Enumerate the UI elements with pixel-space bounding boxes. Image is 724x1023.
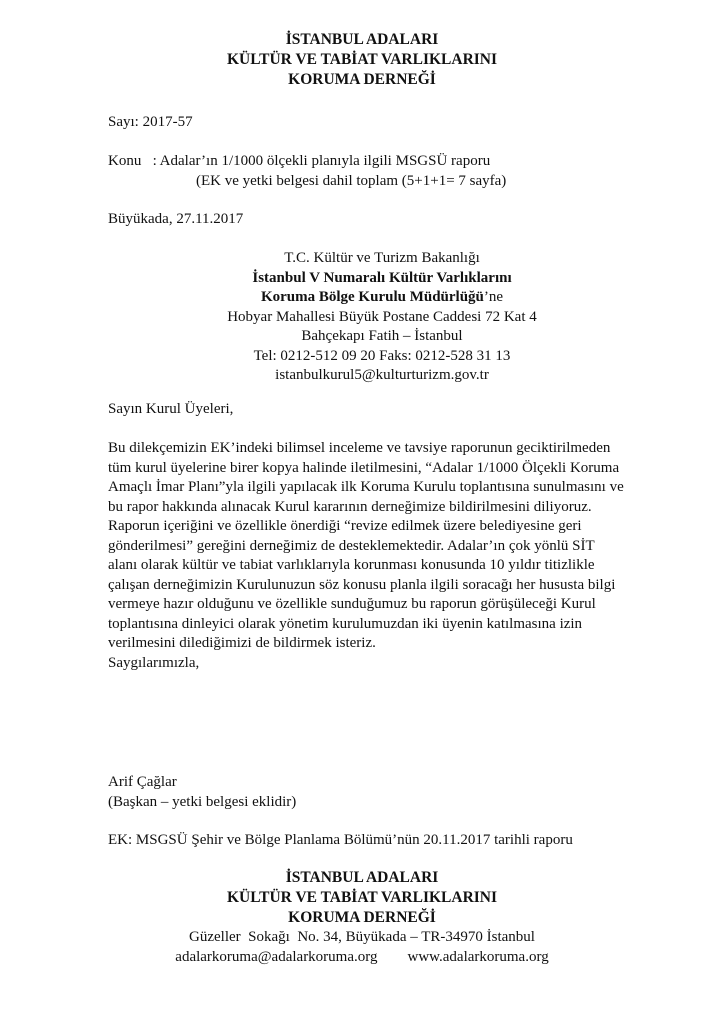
subject-sub: (EK ve yetki belgesi dahil toplam (5+1+1= 7 sayfa)	[196, 172, 507, 189]
signer-name: Arif Çağlar	[108, 774, 177, 790]
footer-website[interactable]: www.adalarkoruma.org	[407, 948, 549, 965]
paragraph-2-line: alanı olarak kültür ve tabiat varlıklarıyla korunması konusunda 10 yıldır titizlikle	[108, 557, 595, 573]
closing: Saygılarımızla,	[108, 655, 200, 671]
paragraph-2	[108, 517, 628, 654]
recipient-line3-suffix: ’ne	[483, 289, 504, 305]
recipient-line3-bold: Koruma Bölge Kurulu Müdürlüğü	[260, 289, 484, 305]
footer-line3: KORUMA DERNEĞİ	[288, 909, 436, 926]
letterhead-line2: KÜLTÜR VE TABİAT VARLIKLARINI	[226, 51, 498, 68]
paragraph-2-line: verilmesini dilediğimizi de bildirmek isteriz.	[108, 635, 376, 651]
recipient-line5: Bahçekapı Fatih – İstanbul	[301, 328, 463, 344]
paragraph-2-line: gönderilmesi” gereğini derneğimiz de desteklemektedir. Adalar’ın çok yönlü SİT	[108, 537, 595, 554]
recipient-line1: T.C. Kültür ve Turizm Bakanlığı	[284, 250, 480, 266]
place-date: Büyükada, 27.11.2017	[108, 211, 244, 227]
footer-line1: İSTANBUL ADALARI	[285, 869, 439, 886]
signer-title: (Başkan – yetki belgesi eklidir)	[108, 793, 297, 810]
letterhead-line1: İSTANBUL ADALARI	[285, 31, 439, 48]
recipient-line6: Tel: 0212-512 09 20 Faks: 0212-528 31 13	[253, 347, 511, 364]
recipient-line3	[20, 288, 724, 308]
paragraph-1-line: Bu dilekçemizin EK’indeki bilimsel inceleme ve tavsiye raporunun geciktirilmeden	[108, 440, 611, 456]
subject-label: Konu	[108, 153, 142, 169]
paragraph-2-line: toplantısına dinleyici olarak yönetim kurulumuzdan iki üyenin katılmasına izin	[108, 615, 583, 632]
signer-block	[108, 773, 628, 812]
paragraph-2-line: Raporun içeriğini ve özellikle önerdiği “revize edilmek üzere belediyesine geri	[108, 518, 582, 534]
paragraph-1-line: Amaçlı İmar Planı”yla ilgili yapılacak ilk Koruma Kurulu toplantısına sunulmasını ve	[108, 479, 624, 495]
subject-text: : Adalar’ın 1/1000 ölçekli planıyla ilgili MSGSÜ raporu	[152, 153, 491, 169]
paragraph-2-line: vermeye hazır olduğunu ve özellikle sunduğumuz bu raporun görüşüleceği Kurul	[108, 596, 596, 612]
paragraph-1-line: tüm kurul üyelerine birer kopya halinde iletilmesini, “Adalar 1/1000 Ölçekli Koruma	[108, 459, 620, 476]
footer-contact	[0, 948, 724, 968]
salutation: Sayın Kurul Üyeleri,	[108, 401, 234, 417]
footer-email[interactable]: adalarkoruma@adalarkoruma.org	[175, 948, 378, 965]
recipient-block	[20, 249, 724, 386]
recipient-line7: istanbulkurul5@kulturturizm.gov.tr	[275, 367, 489, 383]
attachment-note: EK: MSGSÜ Şehir ve Bölge Planlama Bölümü’nün 20.11.2017 tarihli raporu	[108, 832, 573, 848]
reference-number: Sayı: 2017-57	[108, 114, 193, 130]
letterhead	[0, 30, 724, 90]
paragraph-2-line: çalışan derneğimizin Kurulunuzun söz konusu planla ilgili soracağı her hususta bilgi	[108, 576, 616, 593]
paragraph-1-line: bu rapor hakkında alınacak Kurul kararının derneğimize bildirilmesini diliyoruz.	[108, 498, 592, 515]
recipient-line4: Hobyar Mahallesi Büyük Postane Caddesi 72 Kat 4	[227, 308, 537, 325]
subject	[108, 152, 628, 191]
footer	[0, 868, 724, 967]
footer-line2: KÜLTÜR VE TABİAT VARLIKLARINI	[226, 889, 498, 906]
paragraph-1	[108, 439, 628, 517]
letterhead-line3: KORUMA DERNEĞİ	[288, 71, 436, 88]
recipient-line2: İstanbul V Numaralı Kültür Varlıklarını	[252, 269, 512, 286]
footer-address: Güzeller Sokağı No. 34, Büyükada – TR-34970 İstanbul	[189, 929, 535, 945]
